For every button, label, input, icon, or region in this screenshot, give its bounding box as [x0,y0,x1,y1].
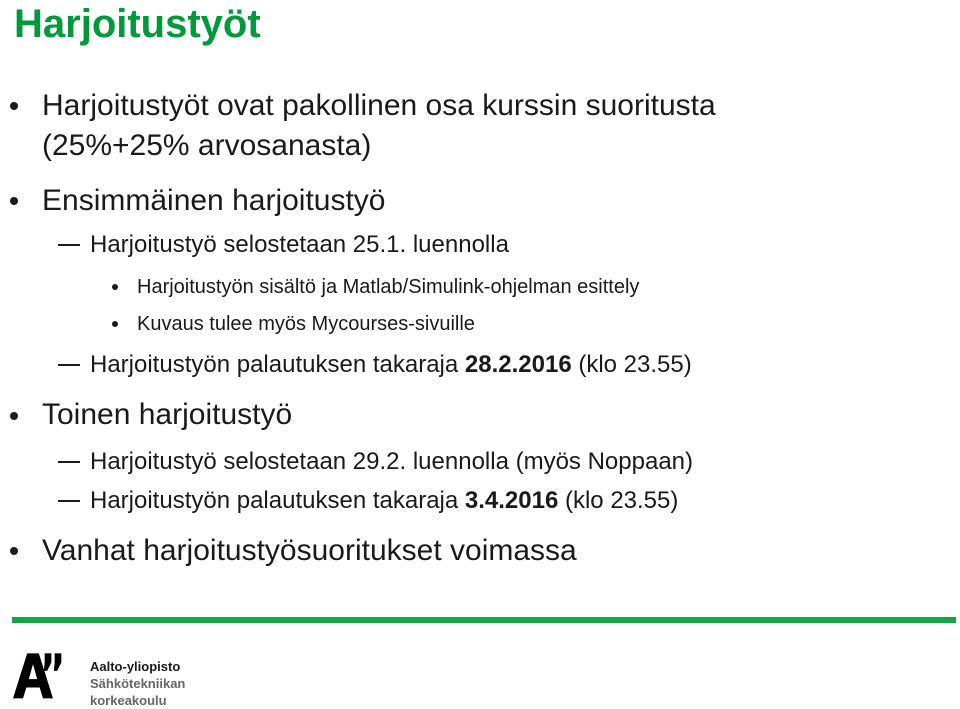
bullet-text: Ensimmäinen harjoitustyö [42,184,386,217]
bullet-dot [10,547,18,555]
bullet-text-continued: (25%+25% arvosanasta) [42,129,372,162]
subbullet-text: Harjoitustyö selostetaan 25.1. luennolla [90,231,509,258]
bullet-dash [58,244,80,246]
bullet-dot [10,197,18,205]
bullet-dash [58,500,80,502]
org-line-2: Sähkötekniikan [90,676,186,691]
bullet-dot-small [112,321,118,327]
org-line-3: korkeakoulu [90,693,167,708]
bullet-text: Vanhat harjoitustyösuoritukset voimassa [42,534,577,567]
subsubbullet-text: Harjoitustyön sisältö ja Matlab/Simulink-ohjelman esittely [137,276,640,298]
org-line-1: Aalto-yliopisto [90,659,181,674]
subbullet-text: Harjoitustyön palautuksen takaraja 28.2.2016 (klo 23.55) [90,351,692,378]
bullet-dot [10,412,18,420]
deadline-date: 28.2.2016 [464,351,572,378]
bullet-text: Toinen harjoitustyö [42,398,293,431]
bullet-dot [10,102,18,110]
organization-name [90,658,185,709]
subbullet-text: Harjoitustyön palautuksen takaraja 3.4.2016 (klo 23.55) [90,487,679,514]
footer-rule [12,617,956,623]
subsubbullet-text: Kuvaus tulee myös Mycourses-sivuille [137,313,475,335]
deadline-date: 3.4.2016 [464,487,559,514]
bullet-dash [58,461,80,463]
bullet-dash [58,364,80,366]
slide-title: Harjoitustyöt [14,2,261,46]
bullet-dot-small [112,284,118,290]
aalto-logo-icon [13,650,63,700]
subbullet-text: Harjoitustyö selostetaan 29.2. luennolla (myös Noppaan) [90,448,694,475]
bullet-text: Harjoitustyöt ovat pakollinen osa kurssin suoritusta [42,89,716,122]
